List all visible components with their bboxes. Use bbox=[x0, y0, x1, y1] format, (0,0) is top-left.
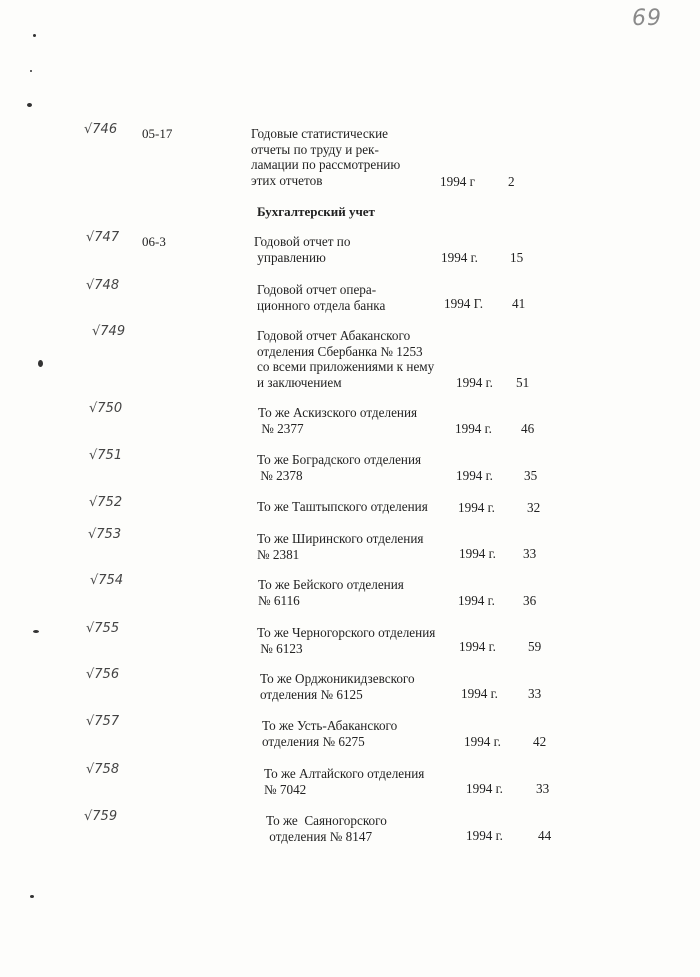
entry-title: То же Саяногорского отделения № 8147 bbox=[266, 813, 387, 844]
entry-title: То же Черногорского отделения № 6123 bbox=[257, 625, 436, 656]
entry-title: Годовой отчет по управлению bbox=[254, 234, 351, 265]
speck bbox=[38, 360, 43, 367]
entry-title: То же Усть-Абаканского отделения № 6275 bbox=[262, 718, 398, 749]
entry-count: 46 bbox=[521, 421, 535, 436]
entry-title: То же Аскизского отделения № 2377 bbox=[258, 405, 418, 436]
entry-number: √748 bbox=[86, 278, 120, 293]
entry-title: Годовые статистические отчеты по труду и рек- ламации по рассмотрению этих отчетов bbox=[251, 126, 401, 188]
entry-year: 1994 г. bbox=[466, 828, 503, 843]
entry-count: 15 bbox=[510, 250, 524, 265]
entry-count: 35 bbox=[524, 468, 538, 483]
entry-number: √753 bbox=[88, 527, 122, 542]
entry-number: √756 bbox=[86, 667, 120, 682]
entry-count: 51 bbox=[516, 375, 530, 390]
entry-count: 32 bbox=[527, 500, 541, 515]
entry-count: 33 bbox=[536, 781, 550, 796]
entry-title: То же Орджоникидзевского отделения № 6125 bbox=[260, 671, 415, 702]
entry-number: √746 bbox=[84, 122, 118, 137]
section-heading: Бухгалтерский учет bbox=[257, 204, 375, 219]
entry-number: √751 bbox=[89, 448, 123, 463]
entry-year: 1994 г. bbox=[464, 734, 501, 749]
entry-count: 59 bbox=[528, 639, 542, 654]
entry-year: 1994 г. bbox=[458, 500, 495, 515]
entry-title: Годовой отчет Абаканского отделения Сбербанка № 1253 со всеми приложениями к нему и заключением bbox=[257, 328, 435, 390]
entry-year: 1994 г. bbox=[461, 686, 498, 701]
entry-index: 05-17 bbox=[142, 126, 173, 141]
speck bbox=[30, 70, 32, 72]
speck bbox=[30, 895, 34, 898]
entry-number: √749 bbox=[92, 324, 126, 339]
entry-year: 1994 г. bbox=[441, 250, 478, 265]
entry-title: То же Ширинского отделения № 2381 bbox=[257, 531, 424, 562]
entry-number: √758 bbox=[86, 762, 120, 777]
entry-title: То же Боградского отделения № 2378 bbox=[257, 452, 422, 483]
entry-year: 1994 г. bbox=[456, 468, 493, 483]
entry-count: 33 bbox=[528, 686, 542, 701]
entry-count: 42 bbox=[533, 734, 547, 749]
entry-count: 41 bbox=[512, 296, 526, 311]
entry-index: 06-3 bbox=[142, 234, 166, 249]
speck bbox=[33, 630, 39, 633]
entry-number: √755 bbox=[86, 621, 120, 636]
entry-year: 1994 г. bbox=[455, 421, 492, 436]
entry-count: 2 bbox=[508, 174, 515, 189]
entry-year: 1994 г. bbox=[456, 375, 493, 390]
entry-number: √754 bbox=[90, 573, 124, 588]
entry-title: То же Алтайского отделения № 7042 bbox=[264, 766, 425, 797]
entry-number: √759 bbox=[84, 809, 118, 824]
entry-year: 1994 г. bbox=[466, 781, 503, 796]
entry-number: √747 bbox=[86, 230, 120, 245]
entry-title: То же Бейского отделения № 6116 bbox=[258, 577, 404, 608]
entry-number: √750 bbox=[89, 401, 123, 416]
speck bbox=[27, 103, 32, 107]
entry-count: 36 bbox=[523, 593, 537, 608]
entry-number: √752 bbox=[89, 495, 123, 510]
entry-year: 1994 Г. bbox=[444, 296, 484, 311]
entry-title: То же Таштыпского отделения bbox=[257, 499, 428, 514]
entry-year: 1994 г. bbox=[459, 546, 496, 561]
page-number: 69 bbox=[632, 6, 662, 31]
speck bbox=[33, 34, 36, 37]
entry-count: 44 bbox=[538, 828, 552, 843]
entry-year: 1994 г. bbox=[459, 639, 496, 654]
entry-number: √757 bbox=[86, 714, 120, 729]
entry-year: 1994 г. bbox=[458, 593, 495, 608]
entry-count: 33 bbox=[523, 546, 537, 561]
entry-title: Годовой отчет опера- ционного отдела банка bbox=[257, 282, 386, 313]
entry-year: 1994 г bbox=[440, 174, 476, 189]
